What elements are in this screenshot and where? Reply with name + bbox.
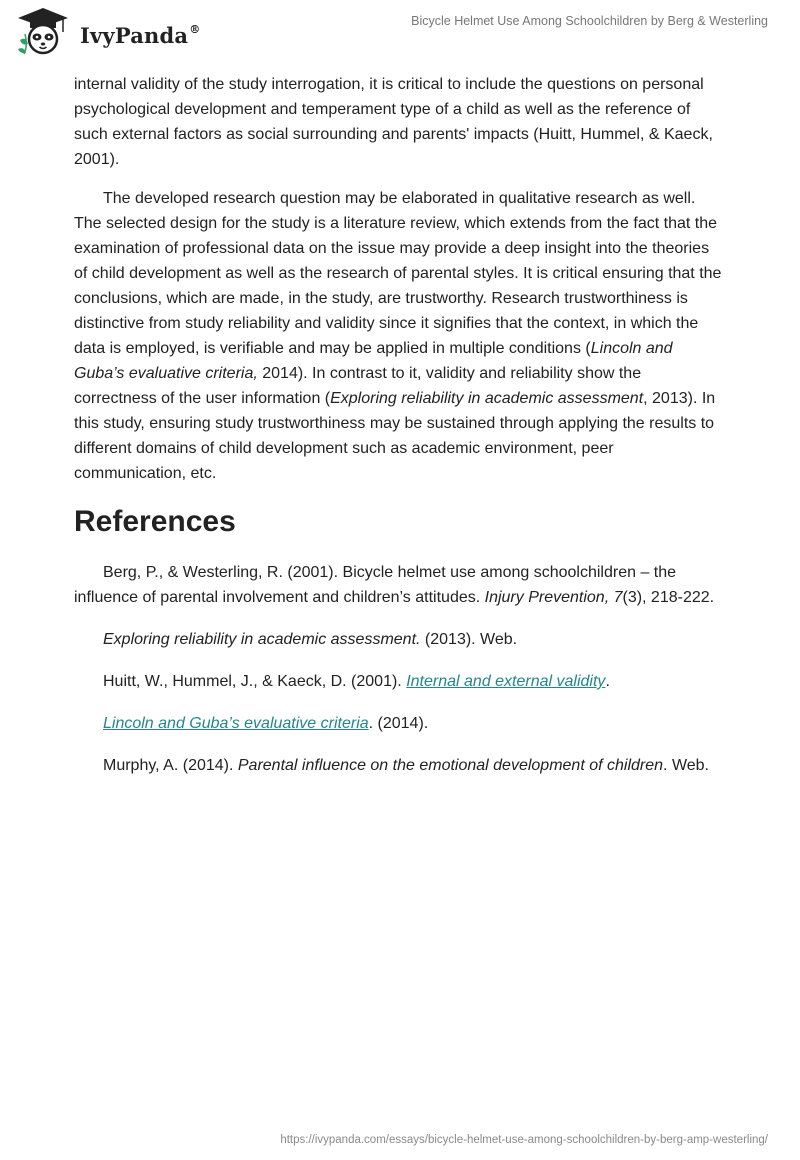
paragraph-continued: internal validity of the study interrogation, it is critical to include the questions on personal psychological development and temperament type of a child as well as the reference of such external factors as social surrounding and parents' impacts (Huitt, Hummel, & Kaeck, 2001). — [74, 76, 713, 168]
paragraph-research-design: The developed research question may be elaborated in qualitative research as well. The selected design for the study is a literature review, which extends from the fact that the examination of professional data on the issue may provide a deep insight into the theories of child development as well as the research of parental styles. It is critical ensuring that the conclusions, which are made, in the study, are trustworthy. Research trustworthiness is distinctive from study reliability and validity since it signifies that the context, in which the data is employed, is verifiable and may be applied in multiple conditions (Lincoln and Guba’s evaluative criteria, 2014). In contrast to it, validity and reliability show the correctness of the user information (Exploring reliability in academic assessment, 2013). In this study, ensuring study trustworthiness may be sustained through applying the results to different domains of child development such as academic environment, peer communication, etc. — [74, 190, 722, 482]
page-header — [0, 0, 800, 70]
reference-item: Berg, P., & Westerling, R. (2001). Bicycle helmet use among schoolchildren – the influence of parental involvement and children’s attitudes. Injury Prevention, 7(3), 218-222. — [74, 564, 715, 606]
reference-link-validity[interactable]: Internal and external validity — [406, 673, 606, 690]
logo-wordmark: IvyPanda® — [80, 22, 201, 48]
page-footer-url: https://ivypanda.com/essays/bicycle-helmet-use-among-schoolchildren-by-berg-amp-westerling/ — [280, 1134, 768, 1146]
essay-content — [74, 72, 726, 795]
reference-item: Exploring reliability in academic assessment. (2013). Web. — [103, 631, 518, 648]
document-title: Bicycle Helmet Use Among Schoolchildren by Berg & Westerling — [411, 14, 768, 28]
reference-link-lincoln-guba[interactable]: Lincoln and Guba’s evaluative criteria — [103, 715, 369, 732]
ivypanda-logo[interactable] — [14, 6, 200, 56]
references-heading: References — [74, 505, 236, 538]
reference-item: Lincoln and Guba’s evaluative criteria. (2014). — [103, 715, 429, 732]
panda-graduate-icon — [14, 6, 72, 56]
reference-item: Murphy, A. (2014). Parental influence on the emotional development of children. Web. — [103, 757, 709, 774]
reference-item: Huitt, W., Hummel, J., & Kaeck, D. (2001). Internal and external validity. — [103, 673, 610, 690]
